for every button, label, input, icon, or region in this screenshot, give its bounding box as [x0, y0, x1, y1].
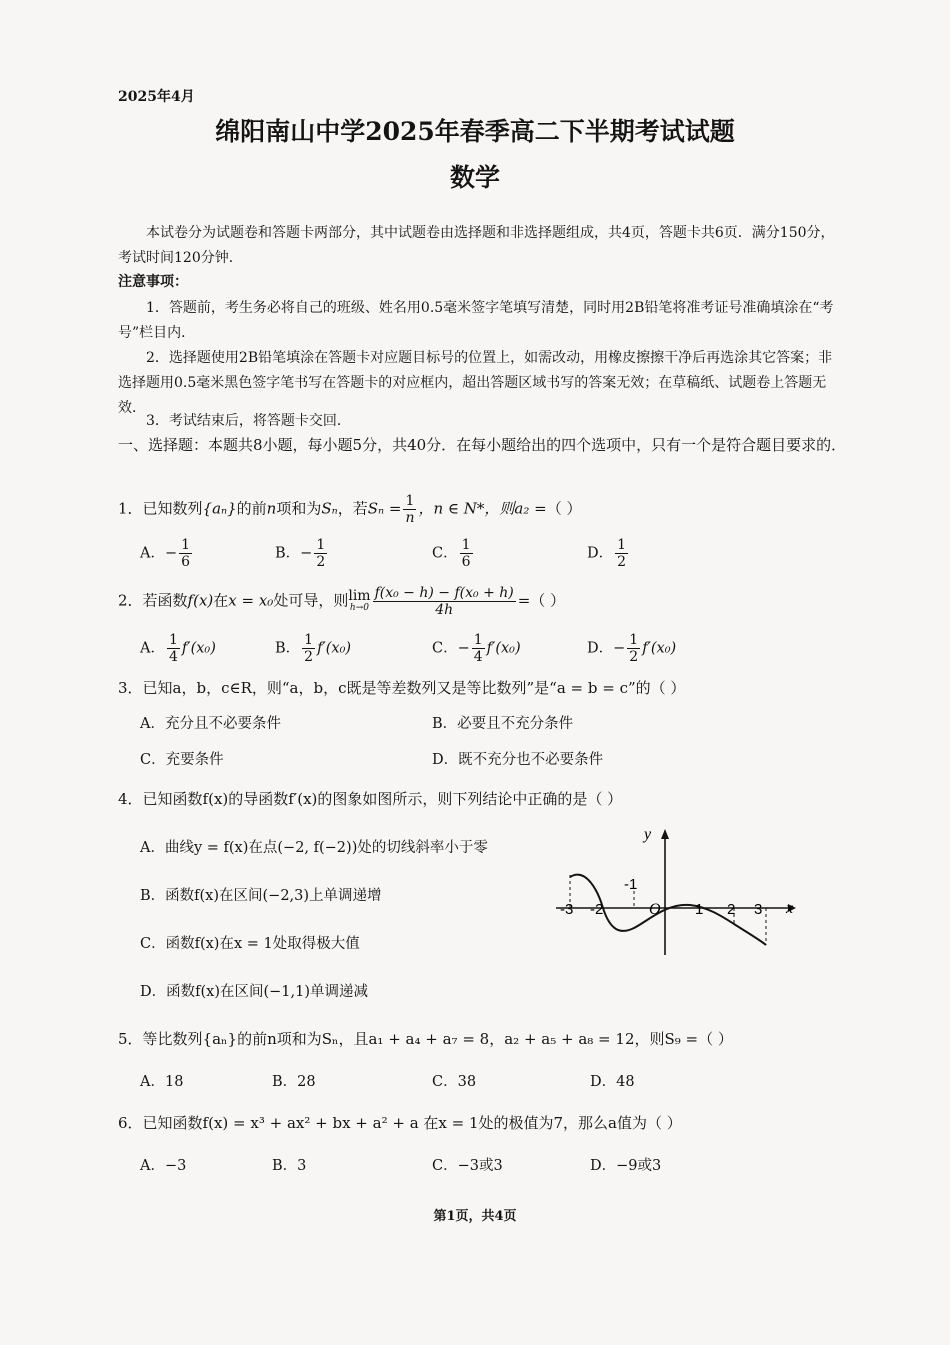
- question-4-option-b: B．函数f(x)在区间(−2,3)上单调递增: [140, 888, 382, 904]
- question-6-option-a: A．−3: [140, 1158, 187, 1174]
- question-2-option-d: D．− $\frac{1}{2}$ f′(x₀): [587, 632, 677, 665]
- notice-title: 注意事项：: [118, 274, 188, 290]
- tick-label-neg3: -3: [560, 901, 574, 918]
- question-1-option-a: A．− $\frac{1}{6}$: [140, 537, 191, 570]
- y-axis-label: y: [644, 826, 652, 843]
- question-5-option-a: A．18: [140, 1074, 184, 1090]
- question-6-option-c: C．−3或3: [432, 1158, 503, 1174]
- question-1-stem: 1．已知数列{aₙ}的前n项和为Sₙ，若Sₙ = $\frac{1}{n}$ ，n ∈ N*，则a₂ =（ ）: [118, 493, 582, 526]
- page-footer: 第1页，共4页: [433, 1209, 517, 1224]
- question-5-option-c: C．38: [432, 1074, 477, 1090]
- question-4-option-d: D．函数f(x)在区间(−1,1)单调递减: [140, 984, 369, 1000]
- tick-label-1: 1: [695, 901, 704, 918]
- question-1-option-c: C． $\frac{1}{6}$: [432, 537, 471, 570]
- question-3-option-d: D．既不充分也不必要条件: [432, 752, 604, 768]
- intro-paragraph: 本试卷分为试题卷和答题卡两部分，其中试题卷由选择题和非选择题组成，共4页，答题卡共6页．满分150分，考试时间120分钟．: [118, 225, 835, 266]
- question-2-option-c: C．− $\frac{1}{4}$ f′(x₀): [432, 632, 521, 665]
- question-2-option-a: A． $\frac{1}{4}$ f′(x₀): [140, 632, 216, 665]
- notice-item-1: 1．答题前，考生务必将自己的班级、姓名用0.5毫米签字笔填写清楚，同时用2B铅笔将准考证号准确填涂在“考号”栏目内．: [118, 300, 834, 341]
- question-1-option-b: B．− $\frac{1}{2}$: [275, 537, 326, 570]
- question-6-stem: 6．已知函数f(x) = x³ + ax² + bx + a² + a 在x = 1处的极值为7，那么a值为（ ）: [118, 1114, 682, 1132]
- question-6-option-d: D．−9或3: [590, 1158, 662, 1174]
- question-5-option-b: B．28: [272, 1074, 316, 1090]
- question-2-stem: 2．若函数f(x)在x = x₀处可导，则 lim h→0 $\frac{\text{f(x₀ − h) − f(x₀ + h)}}{4h}$ =（ ）: [118, 585, 566, 618]
- exam-title: 绵阳南山中学2025年春季高二下半期考试试题: [215, 117, 735, 146]
- fraction: $\frac{1}{n}$: [405, 493, 415, 526]
- question-2-option-b: B． $\frac{1}{2}$ f′(x₀): [275, 632, 352, 665]
- tick-label-neg1: -1: [624, 876, 638, 893]
- question-1-option-d: D． $\frac{1}{2}$: [587, 537, 627, 570]
- question-3-option-c: C．充要条件: [140, 752, 224, 768]
- question-3-stem: 3．已知a，b，c∈R，则“a，b，c既是等差数列又是等比数列”是“a = b = c”的（ ）: [118, 679, 686, 697]
- tick-label-2: 2: [727, 901, 736, 918]
- section-heading-choice: 一、选择题：本题共8小题，每小题5分，共40分．在每小题给出的四个选项中，只有一个是符合题目要求的．: [118, 436, 847, 454]
- tick-label-neg2: -2: [590, 901, 604, 918]
- exam-date: 2025年4月: [118, 89, 195, 105]
- derivative-graph: [548, 825, 798, 960]
- notice-item-2: 2．选择题使用2B铅笔填涂在答题卡对应题目标号的位置上，如需改动，用橡皮擦擦干净后再选涂其它答案；非选择题用0.5毫米黑色签字笔书写在答题卡的对应框内，超出答题区域书写的答案无效；在草稿纸、试题卷上答题无效．: [118, 350, 833, 416]
- question-3-option-b: B．必要且不充分条件: [432, 716, 574, 732]
- y-axis-arrow: [661, 829, 669, 839]
- tick-label-3: 3: [754, 901, 763, 918]
- notice-item-3: 3．考试结束后，将答题卡交回．: [146, 413, 351, 429]
- question-4-option-a: A．曲线y = f(x)在点(−2, f(−2))处的切线斜率小于零: [140, 840, 488, 856]
- question-4-option-c: C．函数f(x)在x = 1处取得极大值: [140, 936, 360, 952]
- origin-label: O: [649, 901, 661, 918]
- question-3-option-a: A．充分且不必要条件: [140, 716, 281, 732]
- question-4-stem: 4．已知函数f(x)的导函数f′(x)的图象如图所示，则下列结论中正确的是（ ）: [118, 790, 623, 808]
- question-5-stem: 5．等比数列{aₙ}的前n项和为Sₙ，且a₁ + a₄ + a₇ = 8，a₂ + a₅ + a₈ = 12，则S₉ =（ ）: [118, 1030, 733, 1048]
- question-6-option-b: B．3: [272, 1158, 307, 1174]
- question-5-option-d: D．48: [590, 1074, 635, 1090]
- x-axis-label: x: [786, 900, 794, 917]
- exam-subject: 数学: [449, 163, 500, 192]
